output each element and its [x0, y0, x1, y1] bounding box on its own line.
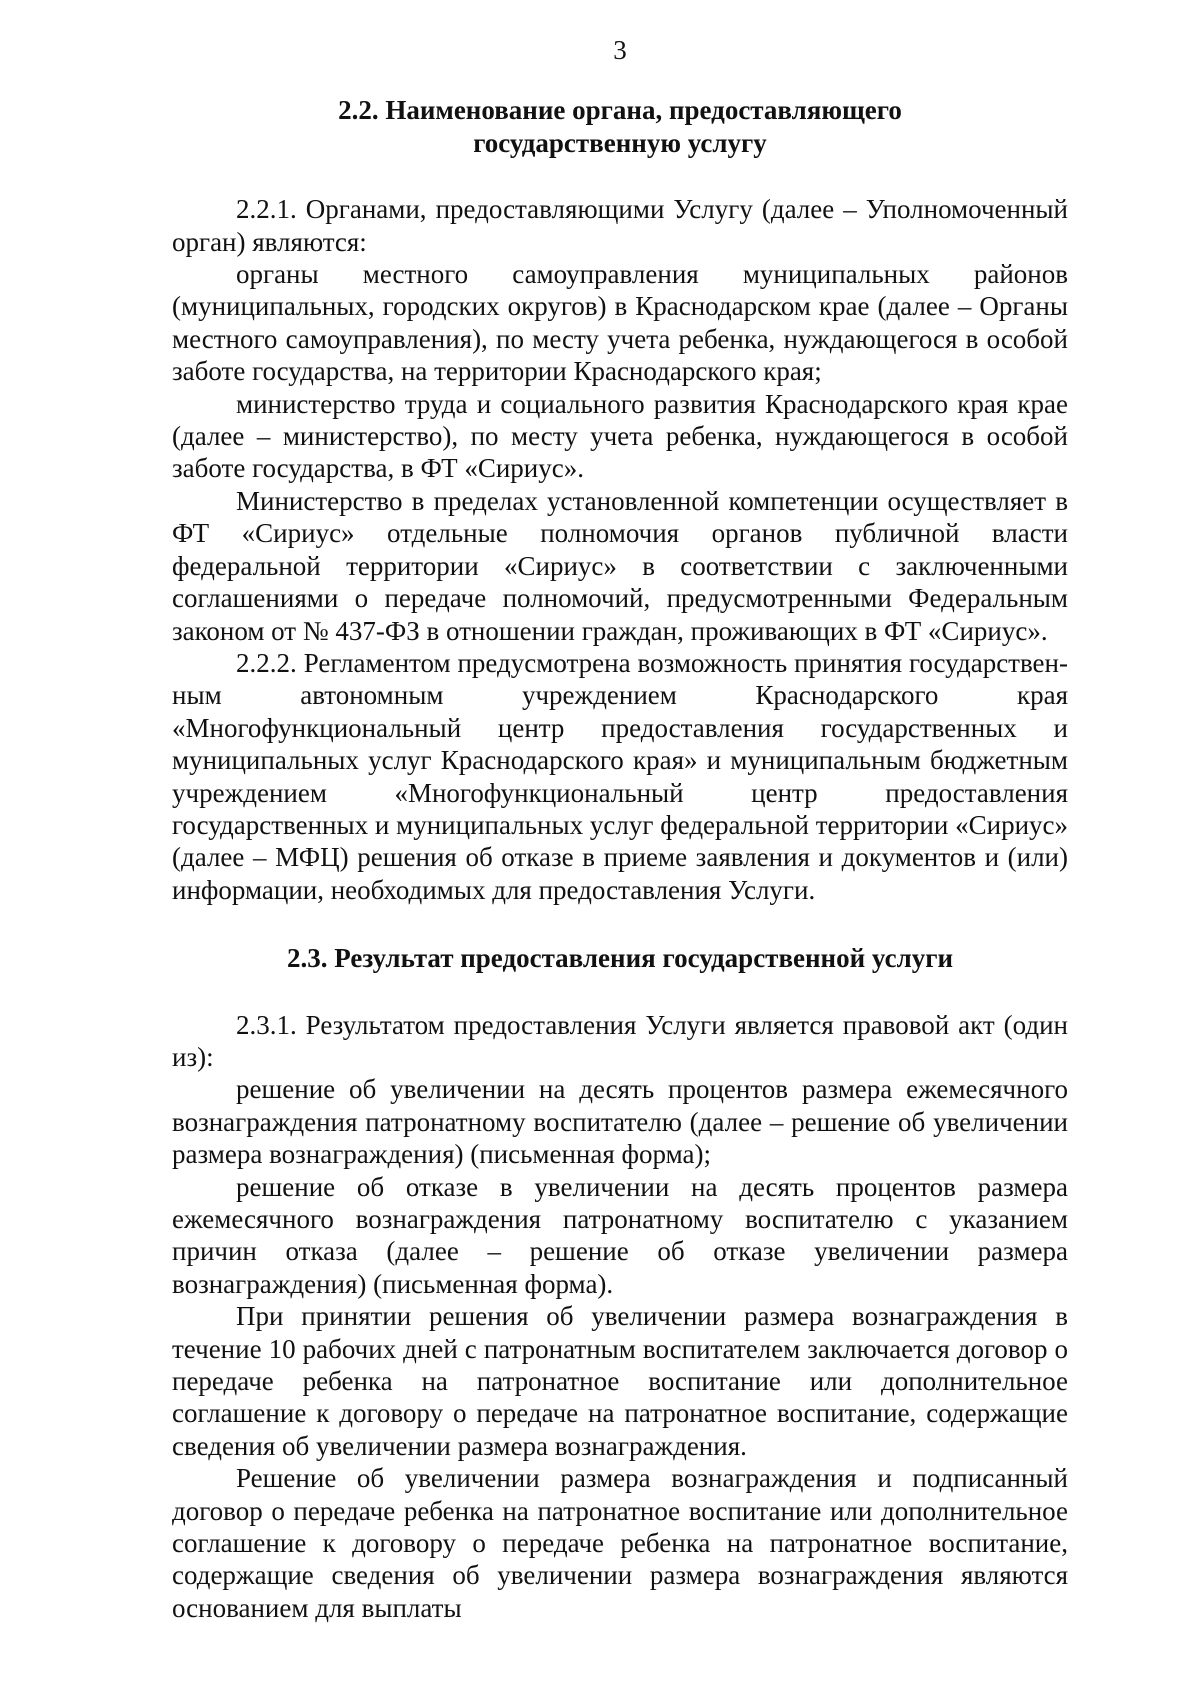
paragraph-contract: При принятии решения об увеличении размера вознаграждения в течение 10 рабочих дней с патронатным воспитателем заключается договор о передаче ребенка на патронатное воспитание или дополнительное соглашение к договору о передаче на патронатное воспитание, содержащие сведения об увеличении размера вознаграждения. [172, 1301, 1068, 1461]
paragraph-refusal-decision: решение об отказе в увеличении на десять процентов размера ежемесячного вознаграждения патронатному воспитателю с указанием причин отказа (далее – решение об отказе увеличении размера вознаграждения) (письменная форма). [172, 1171, 1068, 1299]
paragraph-payment-basis: Решение об увеличении размера вознаграждения и подписанный договор о передаче ребенка на патронатное воспитание или дополнительное соглашение к договору о передаче ребенка на патронатное воспитание, содержащие сведения об увеличении размера вознаграждения являются основанием для выплаты [172, 1463, 1068, 1623]
section-2-3-title: 2.3. Результат предоставления государственной услуги [286, 943, 954, 974]
paragraph-2-2-2: 2.2.2. Регламентом предусмотрена возможность принятия государственным автономным учреждением Краснодарского края «Многофункциональный центр предоставления государственных и муниципальных услуг Краснодарского края» и муниципальным бюджетным учреждением «Многофункциональный центр предоставления государственных и муниципальных услуг федеральной территории «Сириус» (далее – МФЦ) решения об отказе в приеме заявления и документов и (или) информации, необходимых для предоставления Услуги. [172, 647, 1068, 905]
page-number: 3 [613, 35, 627, 65]
paragraph-ministry-competence: Министерство в пределах установленной компетенции осуществляет в ФТ «Сириус» отдельные полномочия органов публичной власти федеральной территории «Сириус» в соответствии с заключенными соглашениями о передаче полномочий, предусмотренными Федеральным законом от № 437-ФЗ в отношении граждан, проживающих в ФТ «Сириус». [172, 485, 1068, 646]
paragraph-2-2-1: 2.2.1. Органами, предоставляющими Услугу (далее – Уполномоченный орган) являются: [172, 194, 1068, 257]
section-2-2-title-line2: государственную услугу [473, 127, 767, 158]
section-2-2-title-line1: 2.2. Наименование органа, предоставляющего [338, 95, 902, 126]
paragraph-ministry: министерство труда и социального развития Краснодарского края крае (далее – министерство), по месту учета ребенка, нуждающегося в особой заботе государства, в ФТ «Сириус». [172, 388, 1068, 484]
paragraph-local-authorities: органы местного самоуправления муниципальных районов (муниципальных, городских округов) в Краснодарском крае (далее – Органы местного самоуправления), по месту учета ребенка, нуждающегося в особой заботе государства, на территории Краснодарского края; [172, 259, 1068, 387]
paragraph-2-3-1: 2.3.1. Результатом предоставления Услуги является правовой акт (один из): [172, 1009, 1068, 1072]
paragraph-increase-decision: решение об увеличении на десять процентов размера ежемесячного вознаграждения патронатному воспитателю (далее – решение об увеличении размера вознаграждения) (письменная форма); [172, 1074, 1068, 1170]
